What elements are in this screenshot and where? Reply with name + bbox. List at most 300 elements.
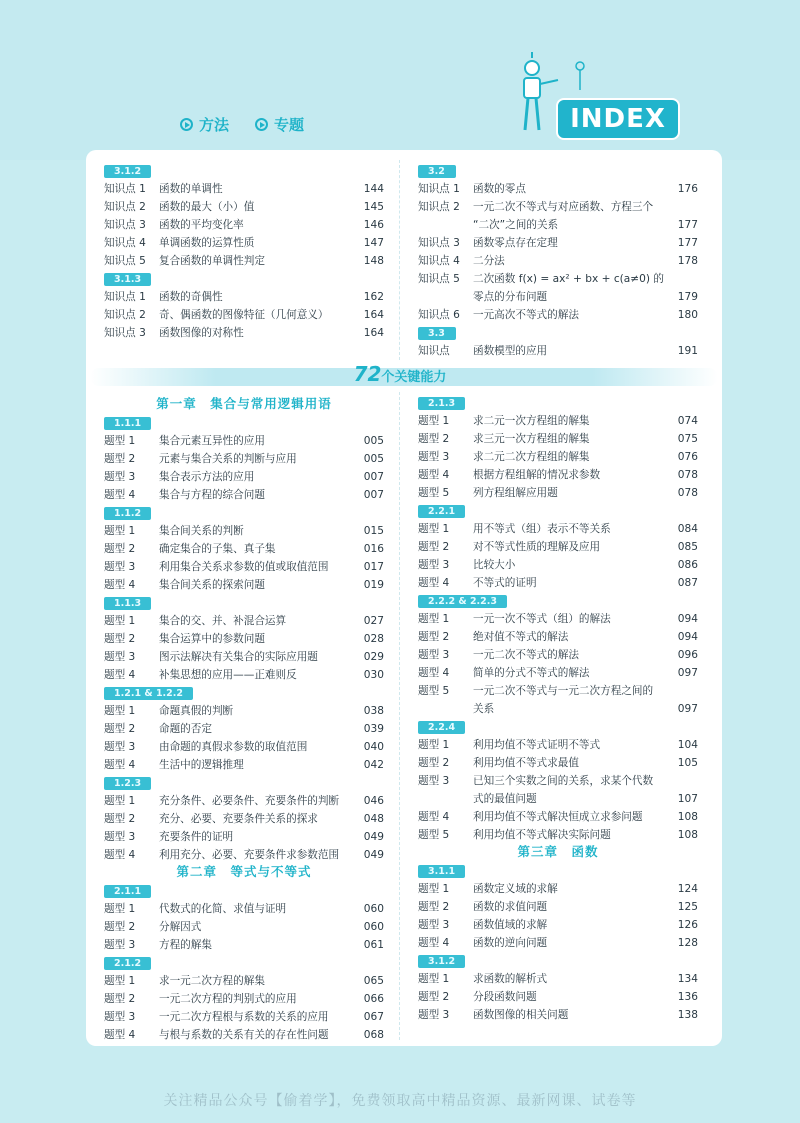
entry-title: 分段函数问题 [473,991,537,1003]
entry-page: 016 [363,543,384,555]
entry-number: 题型 4 [418,811,450,823]
toc-entry[interactable] [418,970,698,988]
entry-number: 知识点 1 [104,183,146,195]
entry-title: 集合运算中的参数问题 [159,633,265,645]
entry-page: 107 [677,793,698,805]
toc-entry[interactable] [418,1006,698,1024]
entry-title: 列方程组解应用题 [473,487,558,499]
toc-entry[interactable] [104,306,384,324]
entry-number: 题型 1 [418,613,450,625]
entry-title: 根据方程组解的情况求参数 [473,469,601,481]
entry-page: 097 [677,667,698,679]
entry-number: 题型 4 [418,667,450,679]
entry-title: 比较大小 [473,559,516,571]
entry-page: 084 [677,523,698,535]
toc-entry[interactable] [418,628,698,646]
toc-entry[interactable] [104,720,384,738]
entry-number: 题型 3 [418,1009,450,1021]
entry-page: 094 [677,613,698,625]
entry-number: 题型 3 [418,559,450,571]
entry-title: 求二元一次方程组的解集 [473,415,590,427]
entry-page: 039 [363,723,384,735]
toc-entry[interactable] [418,270,698,288]
entry-title: 函数的单调性 [159,183,223,195]
entry-title: 零点的分布问题 [473,291,548,303]
entry-page: 005 [363,435,384,447]
section-label: 3.2 [418,165,456,178]
toc-entry[interactable] [418,252,698,270]
toc-entry[interactable] [104,252,384,270]
toc-entry[interactable] [418,306,698,324]
toc-entry[interactable] [104,630,384,648]
entry-page: 078 [677,487,698,499]
entry-title: 绝对值不等式的解法 [473,631,569,643]
toc-entry[interactable] [418,448,698,466]
entry-number: 题型 2 [104,723,136,735]
entry-title: 利用集合关系求参数的值或取值范围 [159,561,329,573]
entry-number: 知识点 2 [418,201,460,213]
toc-entry[interactable] [418,754,698,772]
tab-topic[interactable]: 专题 [255,114,304,135]
entry-page: 028 [363,633,384,645]
entry-page: 030 [363,669,384,681]
top-band [0,0,800,160]
entry-page: 191 [677,345,698,357]
chapter-title: 第一章 集合与常用逻辑用语 [156,396,332,411]
entry-number: 题型 3 [104,831,136,843]
entry-title: 集合的交、并、补混合运算 [159,615,287,627]
entry-page: 049 [363,849,384,861]
entry-page: 176 [677,183,698,195]
entry-number [418,216,473,234]
toc-entry[interactable] [418,736,698,754]
entry-title: “二次”之间的关系 [473,219,559,231]
entry-page: 060 [363,921,384,933]
entry-title: 二分法 [473,255,505,267]
entry-title: 一元二次方程根与系数的关系的应用 [159,1011,329,1023]
entry-title: 式的最值问题 [473,793,537,805]
entry-title: 利用均值不等式求最值 [473,757,579,769]
entry-number: 知识点 4 [104,237,146,249]
entry-title: 函数定义域的求解 [473,883,558,895]
entry-number: 题型 1 [104,705,136,717]
section-label: 1.1.1 [104,417,151,430]
entry-page: 029 [363,651,384,663]
entry-page: 005 [363,453,384,465]
entry-number: 题型 3 [418,451,450,463]
entry-number: 题型 2 [418,541,450,553]
entry-number: 题型 3 [418,775,450,787]
entry-number: 题型 4 [104,579,136,591]
section-label: 2.1.1 [104,885,151,898]
entry-title: 图示法解决有关集合的实际应用题 [159,651,318,663]
entry-number: 题型 3 [418,919,450,931]
entry-page: 086 [677,559,698,571]
entry-title: 生活中的逻辑推理 [159,759,244,771]
toc-entry[interactable] [418,538,698,556]
entry-page: 046 [363,795,384,807]
entry-number [418,790,473,808]
entry-number: 题型 1 [418,883,450,895]
entry-number [418,288,473,306]
entry-title: 集合表示方法的应用 [159,471,255,483]
entry-page: 164 [363,327,384,339]
toc-entry[interactable] [104,432,384,450]
entry-page: 147 [363,237,384,249]
entry-title: 一元二次不等式与对应函数、方程三个 [473,201,654,213]
entry-page: 066 [363,993,384,1005]
toc-entry[interactable] [104,918,384,936]
entry-page: 068 [363,1029,384,1041]
toc-entry[interactable] [104,810,384,828]
entry-title: 函数的逆向问题 [473,937,548,949]
entry-title: 集合间关系的判断 [159,525,244,537]
entry-number: 题型 1 [104,435,136,447]
section-label: 3.1.2 [418,955,465,968]
entry-number: 知识点 3 [418,237,460,249]
column-divider [399,392,400,1040]
entry-title: 不等式的证明 [473,577,537,589]
entry-page: 078 [677,469,698,481]
toc-entry[interactable] [104,216,384,234]
entry-title: 充要条件的证明 [159,831,234,843]
entry-page: 017 [363,561,384,573]
entry-number: 知识点 1 [104,291,146,303]
entry-title: 函数的零点 [473,183,526,195]
entry-number: 题型 3 [104,939,136,951]
entry-number: 题型 5 [418,487,450,499]
entry-number: 题型 2 [418,901,450,913]
entry-page [668,270,698,288]
entry-number: 题型 1 [104,615,136,627]
entry-number: 题型 2 [104,453,136,465]
entry-page: 126 [677,919,698,931]
entry-page: 048 [363,813,384,825]
entry-page: 065 [363,975,384,987]
entry-title: 方程的解集 [159,939,212,951]
toc-entry[interactable] [104,324,384,342]
toc-entry[interactable] [418,898,698,916]
entry-page: 087 [677,577,698,589]
entry-number: 题型 2 [418,991,450,1003]
entry-page: 148 [363,255,384,267]
toc-entry[interactable] [104,180,384,198]
entry-page [668,682,698,700]
footer-note: 关注精品公众号【偷着学】，免费领取高中精品资源、最新网课、试卷等 [163,1093,637,1109]
entry-number: 题型 3 [104,561,136,573]
entry-page: 096 [677,649,698,661]
toc-entry[interactable] [104,792,384,810]
entry-page: 038 [363,705,384,717]
toc-entry[interactable] [104,828,384,846]
toc-entry[interactable] [418,198,698,216]
entry-number: 题型 3 [104,471,136,483]
entry-title: 利用充分、必要、充要条件求参数范围 [159,849,340,861]
entry-title: 一元高次不等式的解法 [473,309,579,321]
entry-number: 题型 4 [418,577,450,589]
entry-page: 178 [677,255,698,267]
chapter-title: 第三章 函数 [517,844,599,859]
toc-entry[interactable] [104,1008,384,1026]
section-label: 1.1.3 [104,597,151,610]
entry-title: 函数图像的相关问题 [473,1009,569,1021]
entry-number: 题型 2 [104,813,136,825]
entry-number: 题型 4 [104,759,136,771]
entry-title: 求一元二次方程的解集 [159,975,265,987]
entry-page: 162 [363,291,384,303]
toc-entry[interactable] [418,610,698,628]
entry-page: 108 [677,811,698,823]
entry-number: 题型 1 [104,795,136,807]
entry-title: 利用均值不等式解决实际问题 [473,829,611,841]
index-badge: INDEX [556,98,680,140]
entry-title: 集合间关系的探索问题 [159,579,265,591]
toc-entry[interactable] [418,484,698,502]
entry-number: 题型 4 [104,849,136,861]
section-label: 2.1.3 [418,397,465,410]
entry-title: 单调函数的运算性质 [159,237,255,249]
play-circle-icon [255,118,268,131]
entry-title: 奇、偶函数的图像特征（几何意义） [159,309,329,321]
toc-entry[interactable] [418,234,698,252]
entry-number: 题型 1 [418,973,450,985]
entry-number: 题型 1 [418,415,450,427]
section-label: 2.2.4 [418,721,465,734]
entry-page: 177 [677,219,698,231]
toc-entry[interactable] [418,772,698,790]
toc-entry[interactable] [104,288,384,306]
entry-title: 用不等式（组）表示不等关系 [473,523,611,535]
entry-page: 042 [363,759,384,771]
entry-title: 一元一次不等式（组）的解法 [473,613,611,625]
entry-page: 049 [363,831,384,843]
toc-entry[interactable] [418,700,698,718]
entry-page: 177 [677,237,698,249]
entry-title: 函数的最大（小）值 [159,201,255,213]
toc-entry[interactable] [104,612,384,630]
chapter-title: 第二章 等式与不等式 [176,864,312,879]
entry-number: 题型 1 [104,975,136,987]
entry-number: 知识点 [418,345,450,357]
section-label: 2.2.1 [418,505,465,518]
toc-entry[interactable] [418,412,698,430]
entry-title: 求三元一次方程组的解集 [473,433,590,445]
entry-page: 144 [363,183,384,195]
bottom-right-column [418,394,698,1024]
toc-entry[interactable] [418,682,698,700]
toc-entry[interactable] [104,198,384,216]
toc-entry[interactable] [104,972,384,990]
entry-number: 知识点 5 [418,273,460,285]
section-label: 3.1.2 [104,165,151,178]
toc-entry[interactable] [104,540,384,558]
toc-entry[interactable] [104,1026,384,1044]
entry-title: 元素与集合关系的判断与应用 [159,453,297,465]
entry-title: 集合元素互异性的应用 [159,435,265,447]
toc-entry[interactable] [104,990,384,1008]
entry-number: 题型 3 [418,649,450,661]
entry-page [668,772,698,790]
entry-number: 知识点 6 [418,309,460,321]
entry-number: 题型 4 [104,489,136,501]
entry-page: 108 [677,829,698,841]
entry-number: 知识点 3 [104,327,146,339]
entry-page: 075 [677,433,698,445]
entry-number: 题型 2 [104,993,136,1005]
toc-entry[interactable] [104,486,384,504]
entry-number: 题型 5 [418,685,450,697]
entry-page [668,198,698,216]
entry-title: 函数模型的应用 [473,345,548,357]
entry-page: 027 [363,615,384,627]
tab-method[interactable]: 方法 [180,114,229,135]
entry-page: 134 [677,973,698,985]
toc-entry[interactable] [104,522,384,540]
toc-entry[interactable] [418,790,698,808]
entry-page: 180 [677,309,698,321]
section-label: 1.2.1 & 1.2.2 [104,687,193,700]
section-label: 2.1.2 [104,957,151,970]
entry-page: 128 [677,937,698,949]
entry-page: 104 [677,739,698,751]
entry-number: 知识点 4 [418,255,460,267]
entry-number: 知识点 5 [104,255,146,267]
entry-page: 085 [677,541,698,553]
entry-number: 题型 1 [104,525,136,537]
entry-title: 一元二次不等式与一元二次方程之间的 [473,685,654,697]
toc-entry[interactable] [104,234,384,252]
entry-page: 015 [363,525,384,537]
entry-title: 由命题的真假求参数的取值范围 [159,741,308,753]
play-circle-icon [180,118,193,131]
toc-entry[interactable] [418,520,698,538]
entry-page: 007 [363,471,384,483]
entry-title: 命题真假的判断 [159,705,234,717]
toc-entry[interactable] [418,216,698,234]
entry-page: 060 [363,903,384,915]
bottom-left-column [104,394,384,1044]
toc-entry[interactable] [104,702,384,720]
toc-entry[interactable] [104,666,384,684]
entry-number: 知识点 1 [418,183,460,195]
entry-title: 与根与系数的关系有关的存在性问题 [159,1029,329,1041]
entry-title: 分解因式 [159,921,202,933]
entry-page: 136 [677,991,698,1003]
top-left-column [104,162,384,342]
toc-entry[interactable] [418,556,698,574]
section-label: 1.1.2 [104,507,151,520]
entry-page: 145 [363,201,384,213]
entry-number: 题型 2 [418,757,450,769]
entry-number: 题型 2 [418,631,450,643]
toc-entry[interactable] [104,558,384,576]
entry-page: 179 [677,291,698,303]
section-label: 3.3 [418,327,456,340]
toc-entry[interactable] [104,468,384,486]
entry-title: 确定集合的子集、真子集 [159,543,276,555]
toc-entry[interactable] [418,934,698,952]
toc-entry[interactable] [418,342,698,360]
toc-entry[interactable] [418,430,698,448]
toc-entry[interactable] [418,988,698,1006]
entry-number: 知识点 3 [104,219,146,231]
entry-number: 知识点 2 [104,309,146,321]
entry-page: 124 [677,883,698,895]
entry-number: 题型 3 [104,651,136,663]
entry-title: 求二元二次方程组的解集 [473,451,590,463]
entry-number: 题型 1 [104,903,136,915]
entry-title: 关系 [473,703,495,715]
entry-title: 函数的平均变化率 [159,219,244,231]
entry-title: 二次函数 f(x) = ax² + bx + c(a≠0) 的 [473,273,665,285]
entry-title: 复合函数的单调性判定 [159,255,265,267]
entry-number: 题型 4 [104,1029,136,1041]
toc-entry[interactable] [104,648,384,666]
entry-title: 函数的求值问题 [473,901,548,913]
entry-title: 已知三个实数之间的关系，求某个代数 [473,775,654,787]
toc-entry[interactable] [418,646,698,664]
entry-number: 题型 3 [104,741,136,753]
entry-page: 076 [677,451,698,463]
entry-title: 简单的分式不等式的解法 [473,667,590,679]
entry-number [418,700,473,718]
section-label: 3.1.1 [418,865,465,878]
toc-entry[interactable] [418,916,698,934]
section-label: 1.2.3 [104,777,151,790]
toc-entry[interactable] [104,936,384,954]
toc-entry[interactable] [418,880,698,898]
toc-entry[interactable] [104,738,384,756]
section-label: 2.2.2 & 2.2.3 [418,595,507,608]
toc-entry[interactable] [104,450,384,468]
entry-page: 097 [677,703,698,715]
entry-title: 集合与方程的综合问题 [159,489,265,501]
entry-page: 074 [677,415,698,427]
entry-number: 题型 1 [418,523,450,535]
entry-page: 138 [677,1009,698,1021]
entry-title: 充分、必要、充要条件关系的探求 [159,813,318,825]
entry-title: 求函数的解析式 [473,973,548,985]
entry-page: 164 [363,309,384,321]
toc-entry[interactable] [104,900,384,918]
ability-heading: 72个关键能力 [353,362,447,386]
entry-title: 一元二次不等式的解法 [473,649,579,661]
entry-number: 题型 3 [104,1011,136,1023]
entry-page: 094 [677,631,698,643]
entry-number: 题型 2 [104,543,136,555]
toc-entry[interactable] [418,180,698,198]
entry-page: 105 [677,757,698,769]
entry-page: 146 [363,219,384,231]
toc-entry[interactable] [104,576,384,594]
toc-entry[interactable] [418,808,698,826]
entry-number: 题型 2 [104,921,136,933]
section-label: 3.1.3 [104,273,151,286]
toc-entry[interactable] [104,756,384,774]
toc-entry[interactable] [418,288,698,306]
entry-page: 061 [363,939,384,951]
entry-title: 利用均值不等式解决恒成立求参问题 [473,811,643,823]
entry-page: 019 [363,579,384,591]
entry-title: 函数的奇偶性 [159,291,223,303]
entry-title: 函数零点存在定理 [473,237,558,249]
toc-entry[interactable] [418,466,698,484]
entry-title: 函数图像的对称性 [159,327,244,339]
top-right-column [418,162,698,360]
toc-entry[interactable] [418,664,698,682]
entry-number: 题型 2 [418,433,450,445]
toc-entry[interactable] [418,574,698,592]
